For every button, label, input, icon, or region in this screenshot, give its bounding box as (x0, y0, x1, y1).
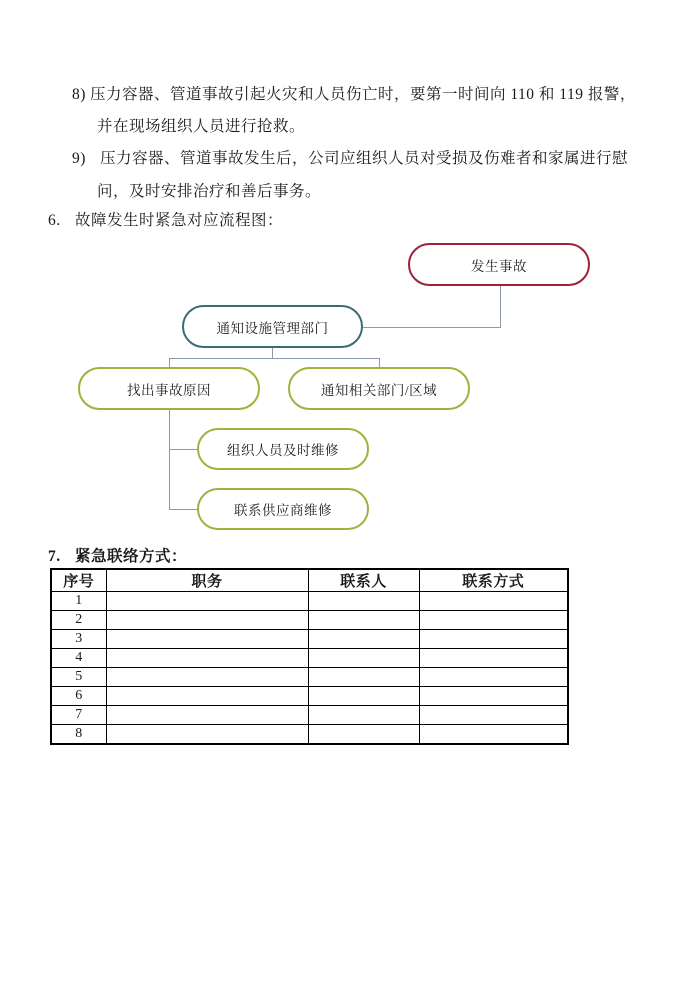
table-row (51, 725, 568, 744)
cell-method (419, 592, 568, 611)
cell-contact (308, 630, 419, 649)
cell-index: 5 (51, 668, 106, 687)
cell-method (419, 725, 568, 744)
flow-node-label: 通知设施管理部门 (216, 320, 329, 336)
cell-method (419, 630, 568, 649)
table-row (51, 592, 568, 611)
cell-index: 3 (51, 630, 106, 649)
list-item-9-text: 压力容器、管道事故发生后，公司应组织人员对受损及伤难者和家属进行慰 (100, 150, 629, 167)
cell-duty (106, 687, 308, 706)
connector-accident-to-facility (363, 327, 501, 328)
cell-contact (308, 668, 419, 687)
connector-to-organize (169, 449, 197, 450)
section-7-number: 7. (48, 548, 61, 565)
cell-method (419, 687, 568, 706)
section-6-number: 6. (48, 212, 61, 229)
cell-duty (106, 668, 308, 687)
table-row (51, 668, 568, 687)
list-item-9-line-1 (72, 148, 628, 170)
cell-index: 8 (51, 725, 106, 744)
cell-index: 7 (51, 706, 106, 725)
flow-node-label: 联系供应商维修 (234, 503, 332, 518)
cell-contact (308, 592, 419, 611)
flow-node-contact-supplier-repair (197, 488, 369, 530)
cell-contact (308, 649, 419, 668)
cell-contact (308, 687, 419, 706)
flow-node-label: 找出事故原因 (127, 382, 211, 398)
list-item-9-marker: 9) (72, 150, 86, 167)
flow-node-notify-facility-management (182, 305, 363, 348)
list-item-8-line-2 (97, 116, 305, 138)
cell-index: 1 (51, 592, 106, 611)
cell-method (419, 611, 568, 630)
list-item-8-line-1 (72, 84, 636, 106)
cell-index: 2 (51, 611, 106, 630)
table-header-row (51, 569, 568, 592)
cell-duty (106, 611, 308, 630)
emergency-contact-table (50, 568, 569, 745)
col-header-method: 联系方式 (419, 569, 568, 592)
list-item-9-line-2 (97, 181, 321, 203)
table-row (51, 687, 568, 706)
cell-duty (106, 592, 308, 611)
table-row (51, 611, 568, 630)
list-item-8-text: 压力容器、管道事故引起火灾和人员伤亡时，要第一时间向 110 和 119 报警， (90, 86, 636, 103)
cell-duty (106, 706, 308, 725)
section-6-title: 故障发生时紧急对应流程图： (75, 212, 284, 229)
col-header-index: 序号 (51, 569, 106, 592)
cell-index: 6 (51, 687, 106, 706)
col-header-duty: 职务 (106, 569, 308, 592)
table-row (51, 649, 568, 668)
cell-duty (106, 725, 308, 744)
flow-node-find-accident-cause (78, 367, 260, 410)
cell-duty (106, 630, 308, 649)
flow-node-label: 组织人员及时维修 (227, 443, 339, 458)
list-item-8-text-cont: 并在现场组织人员进行抢救。 (97, 118, 306, 135)
connector-to-supplier (169, 509, 197, 510)
section-7-title: 紧急联络方式： (75, 548, 188, 565)
cell-duty (106, 649, 308, 668)
connector-accident-down (500, 285, 501, 327)
section-6-heading (48, 210, 283, 232)
flow-node-label: 发生事故 (471, 258, 527, 274)
col-header-contact: 联系人 (308, 569, 419, 592)
list-item-9-text-cont: 问，及时安排治疗和善后事务。 (97, 183, 322, 200)
list-item-8-marker: 8) (72, 86, 86, 103)
flow-node-organize-timely-repair (197, 428, 369, 470)
cell-method (419, 668, 568, 687)
connector-branch-horizontal (169, 358, 380, 359)
flow-node-accident-occurs (408, 243, 590, 286)
connector-cause-trunk (169, 410, 170, 509)
cell-index: 4 (51, 649, 106, 668)
cell-contact (308, 725, 419, 744)
cell-method (419, 706, 568, 725)
table-row (51, 706, 568, 725)
section-7-heading (48, 546, 187, 568)
cell-contact (308, 611, 419, 630)
cell-method (419, 649, 568, 668)
flow-node-label: 通知相关部门/区域 (320, 382, 438, 398)
table-row (51, 630, 568, 649)
flow-node-notify-related-departments (288, 367, 470, 410)
cell-contact (308, 706, 419, 725)
